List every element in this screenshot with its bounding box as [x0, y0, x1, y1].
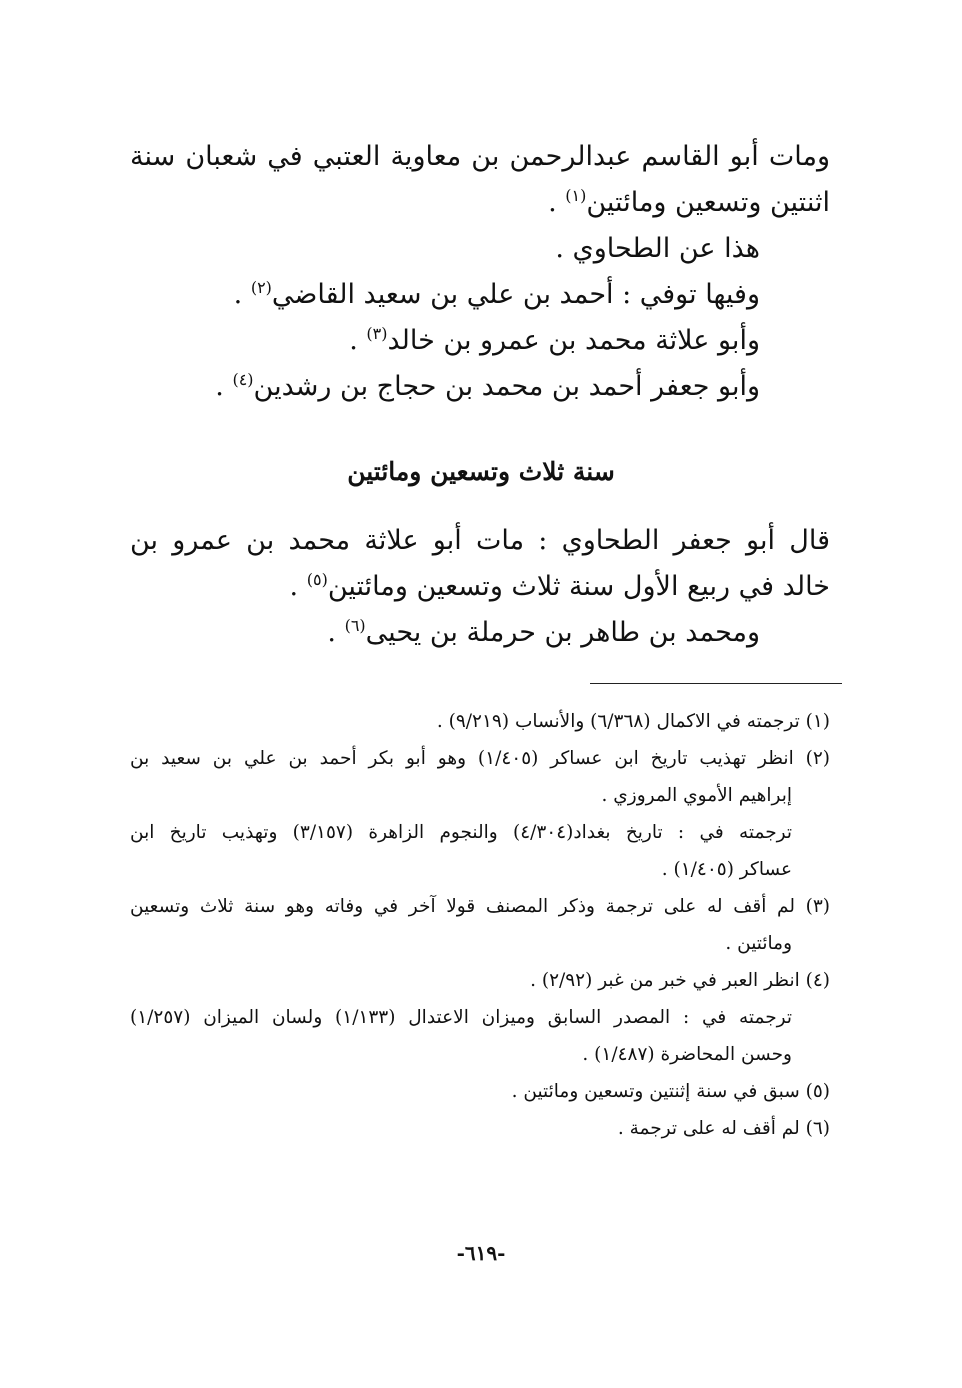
footnote-line: ترجمته في : المصدر السابق وميزان الاعتدال (١/١٣٣) ولسان الميزان (١/٢٥٧) — [130, 1007, 793, 1028]
text-line: ومات أبو القاسم عبدالرحمن بن معاوية العتبي في شعبان سنة — [130, 141, 830, 172]
text-line: اثنتين وتسعين ومائتين$^{(١)}$ . — [548, 186, 830, 218]
main-text-section-1 — [130, 134, 830, 410]
footnote-marker: (٦) — [344, 616, 366, 635]
footnote-line: (٥) سبق في سنة إثنتين وتسعين ومائتين . — [511, 1081, 830, 1102]
footnote-line: (٢) انظر تهذيب تاريخ ابن عساكر (١/٤٠٥) وهو أبو بكر أحمد بن علي بن سعيد بن — [130, 748, 830, 769]
footnote-line: (٣) لم أقف له على ترجمة وذكر المصنف قولا آخر في وفاته وهو سنة ثلاث وتسعين — [130, 896, 830, 917]
footnote-line: (٤) انظر العبر في خبر من غبر (٢/٩٢) . — [530, 970, 830, 991]
text-line: قال أبو جعفر الطحاوي : مات أبو علاثة محمد بن عمرو بن — [130, 525, 830, 556]
text-line: خالد في ربيع الأول سنة ثلاث وتسعين ومائتين$^{(٥)}$ . — [289, 570, 830, 602]
section-heading: سنة ثلاث وتسعين ومائتين — [347, 457, 615, 486]
footnote-line: ومائتين . — [725, 933, 792, 954]
page-number: -٦١٩- — [456, 1241, 506, 1265]
footnote-line: إبراهيم الأموي المروزي . — [601, 785, 792, 806]
text-line: هذا عن الطحاوي . — [555, 233, 760, 264]
text-line: وأبو علاثة محمد بن عمرو بن خالد$^{(٣)}$ . — [349, 324, 760, 356]
text-line: وأبو جعفر أحمد بن محمد بن حجاج بن رشدين$^{(٤)}$ . — [215, 370, 760, 402]
footnote-line: (١) ترجمته في الاكمال (٦/٣٦٨) والأنساب (٩/٢١٩) . — [436, 711, 830, 732]
footnote-marker: (٤) — [232, 370, 254, 389]
text-line: وفيها توفي : أحمد بن علي بن سعيد القاضي$^{(٢)}$ . — [233, 278, 760, 310]
text-line: ومحمد بن طاهر بن حرملة بن يحيى$^{(٦)}$ . — [327, 616, 760, 648]
footnote-line: عساكر (١/٤٠٥) . — [661, 859, 792, 880]
footnote-marker: (٢) — [250, 278, 272, 297]
main-text-section-2 — [130, 518, 830, 656]
footnotes — [130, 703, 830, 1147]
footnote-line: ترجمته في : تاريخ بغداد(٤/٣٠٤) والنجوم الزاهرة (٣/١٥٧) وتهذيب تاريخ ابن — [130, 822, 792, 843]
footnote-line: (٦) لم أقف له على ترجمة . — [617, 1118, 830, 1139]
footnote-marker: (٥) — [306, 570, 328, 589]
footnote-marker: (١) — [565, 186, 587, 205]
footnote-marker: (٣) — [366, 324, 388, 343]
footnote-line: وحسن المحاضرة (١/٤٨٧) . — [582, 1044, 792, 1065]
footnote-separator — [590, 683, 842, 684]
